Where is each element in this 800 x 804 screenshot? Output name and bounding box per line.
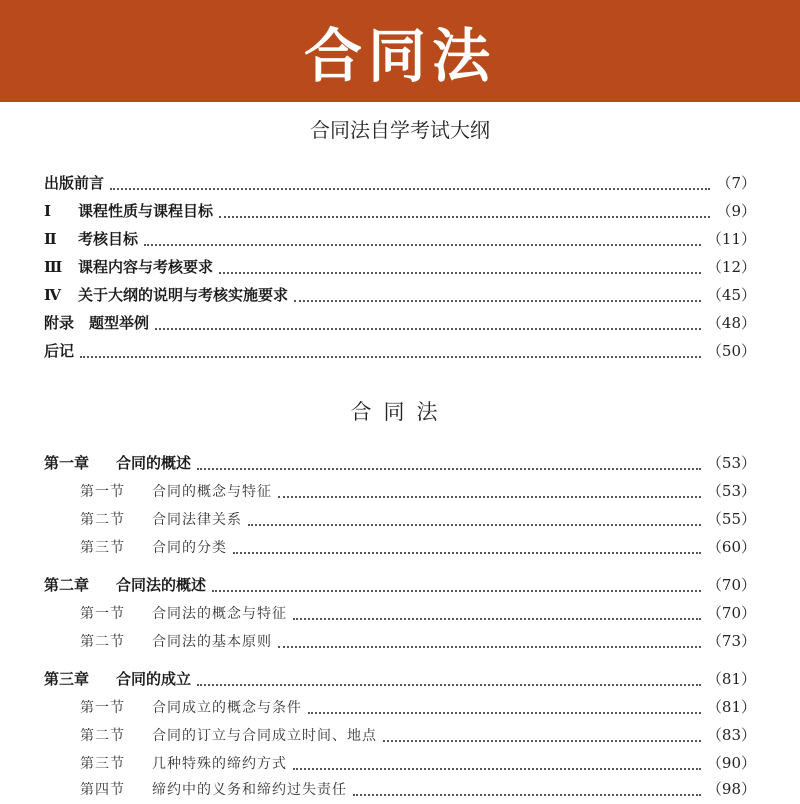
leader-dots bbox=[293, 617, 701, 620]
toc-entry-page: （12） bbox=[706, 258, 756, 276]
section-page: （98） bbox=[706, 780, 756, 798]
leader-dots bbox=[233, 551, 701, 554]
toc-entry-label: 课程内容与考核要求 bbox=[78, 258, 214, 276]
toc-entry-page: （9） bbox=[716, 202, 756, 220]
toc-entry-page: （7） bbox=[716, 174, 756, 192]
section-number: 第一节 bbox=[80, 484, 125, 500]
section-page: （73） bbox=[706, 632, 756, 650]
book-title: 合同法 bbox=[350, 400, 450, 424]
section-page: （83） bbox=[706, 726, 756, 744]
chapter-label: 合同的成立 bbox=[116, 670, 192, 688]
section-page: （70） bbox=[706, 604, 756, 622]
leader-dots bbox=[197, 683, 701, 686]
leader-dots bbox=[383, 739, 701, 742]
toc-entry[interactable] bbox=[44, 172, 756, 198]
chapter-number: 第三章 bbox=[44, 670, 90, 688]
section-number: 第二节 bbox=[80, 512, 125, 528]
section-label: 合同的分类 bbox=[152, 540, 227, 556]
section-label: 缔约中的义务和缔约过失责任 bbox=[152, 782, 347, 798]
leader-dots bbox=[353, 793, 701, 796]
toc-entry[interactable] bbox=[44, 256, 756, 282]
section-label: 合同成立的概念与条件 bbox=[152, 700, 302, 716]
toc-chapter[interactable] bbox=[44, 574, 756, 600]
section-label: 合同的订立与合同成立时间、地点 bbox=[152, 728, 377, 744]
leader-dots bbox=[308, 711, 701, 714]
toc-section[interactable] bbox=[80, 508, 756, 534]
toc-entry-page: （50） bbox=[706, 342, 756, 360]
section-label: 合同的概念与特征 bbox=[152, 484, 272, 500]
leader-dots bbox=[80, 355, 701, 358]
toc-entry-label: 附录 题型举例 bbox=[44, 314, 150, 332]
leader-dots bbox=[294, 299, 701, 302]
chapter-page: （81） bbox=[706, 670, 756, 688]
toc-entry-number: Ⅰ bbox=[44, 202, 52, 220]
toc-entry-page: （45） bbox=[706, 286, 756, 304]
toc-section[interactable] bbox=[80, 602, 756, 628]
leader-dots bbox=[248, 523, 701, 526]
toc-entry[interactable] bbox=[44, 228, 756, 254]
section-number: 第三节 bbox=[80, 540, 125, 556]
chapter-label: 合同的概述 bbox=[116, 454, 192, 472]
chapter-number: 第一章 bbox=[44, 454, 90, 472]
leader-dots bbox=[155, 327, 701, 330]
toc-entry-page: （48） bbox=[706, 314, 756, 332]
leader-dots bbox=[278, 645, 701, 648]
leader-dots bbox=[278, 495, 701, 498]
toc-entry-number: Ⅱ bbox=[44, 230, 57, 248]
section-number: 第四节 bbox=[80, 782, 125, 798]
toc-section[interactable] bbox=[80, 480, 756, 506]
section-number: 第一节 bbox=[80, 700, 125, 716]
leader-dots bbox=[197, 467, 701, 470]
chapter-label: 合同法的概述 bbox=[116, 576, 207, 594]
leader-dots bbox=[293, 767, 701, 770]
toc-entry-label: 课程性质与课程目标 bbox=[78, 202, 214, 220]
leader-dots bbox=[212, 589, 701, 592]
toc-section[interactable] bbox=[80, 778, 756, 804]
section-label: 几种特殊的缔约方式 bbox=[152, 756, 287, 772]
section-number: 第一节 bbox=[80, 606, 125, 622]
section-label: 合同法的概念与特征 bbox=[152, 606, 287, 622]
section-number: 第三节 bbox=[80, 756, 125, 772]
chapter-number: 第二章 bbox=[44, 576, 90, 594]
toc-entry-label: 出版前言 bbox=[44, 174, 105, 192]
toc-entry-label: 考核目标 bbox=[78, 230, 139, 248]
toc-section[interactable] bbox=[80, 536, 756, 562]
toc-chapter[interactable] bbox=[44, 668, 756, 694]
toc-entry[interactable] bbox=[44, 340, 756, 366]
section-page: （55） bbox=[706, 510, 756, 528]
toc-entry-number: Ⅲ bbox=[44, 258, 63, 276]
toc-entry-label: 关于大纲的说明与考核实施要求 bbox=[78, 286, 289, 304]
chapter-page: （70） bbox=[706, 576, 756, 594]
section-page: （90） bbox=[706, 754, 756, 772]
toc-entry-number: Ⅳ bbox=[44, 286, 62, 304]
section-number: 第二节 bbox=[80, 728, 125, 744]
leader-dots bbox=[219, 271, 701, 274]
toc-section[interactable] bbox=[80, 752, 756, 778]
toc-entry[interactable] bbox=[44, 312, 756, 338]
chapter-page: （53） bbox=[706, 454, 756, 472]
title-banner bbox=[0, 0, 800, 102]
section-page: （53） bbox=[706, 482, 756, 500]
toc-entry-label: 后记 bbox=[44, 342, 75, 360]
toc-section[interactable] bbox=[80, 630, 756, 656]
toc-entry-page: （11） bbox=[706, 230, 756, 248]
toc-entry[interactable] bbox=[44, 284, 756, 310]
toc-section[interactable] bbox=[80, 696, 756, 722]
toc-section[interactable] bbox=[80, 724, 756, 750]
section-label: 合同法律关系 bbox=[152, 512, 242, 528]
toc-entry[interactable] bbox=[44, 200, 756, 226]
toc-chapter[interactable] bbox=[44, 452, 756, 478]
section-number: 第二节 bbox=[80, 634, 125, 650]
leader-dots bbox=[110, 187, 710, 190]
outline-title: 合同法自学考试大纲 bbox=[310, 118, 490, 142]
leader-dots bbox=[144, 243, 701, 246]
leader-dots bbox=[219, 215, 710, 218]
section-label: 合同法的基本原则 bbox=[152, 634, 272, 650]
banner-title: 合同法 bbox=[303, 22, 496, 90]
section-page: （60） bbox=[706, 538, 756, 556]
section-page: （81） bbox=[706, 698, 756, 716]
